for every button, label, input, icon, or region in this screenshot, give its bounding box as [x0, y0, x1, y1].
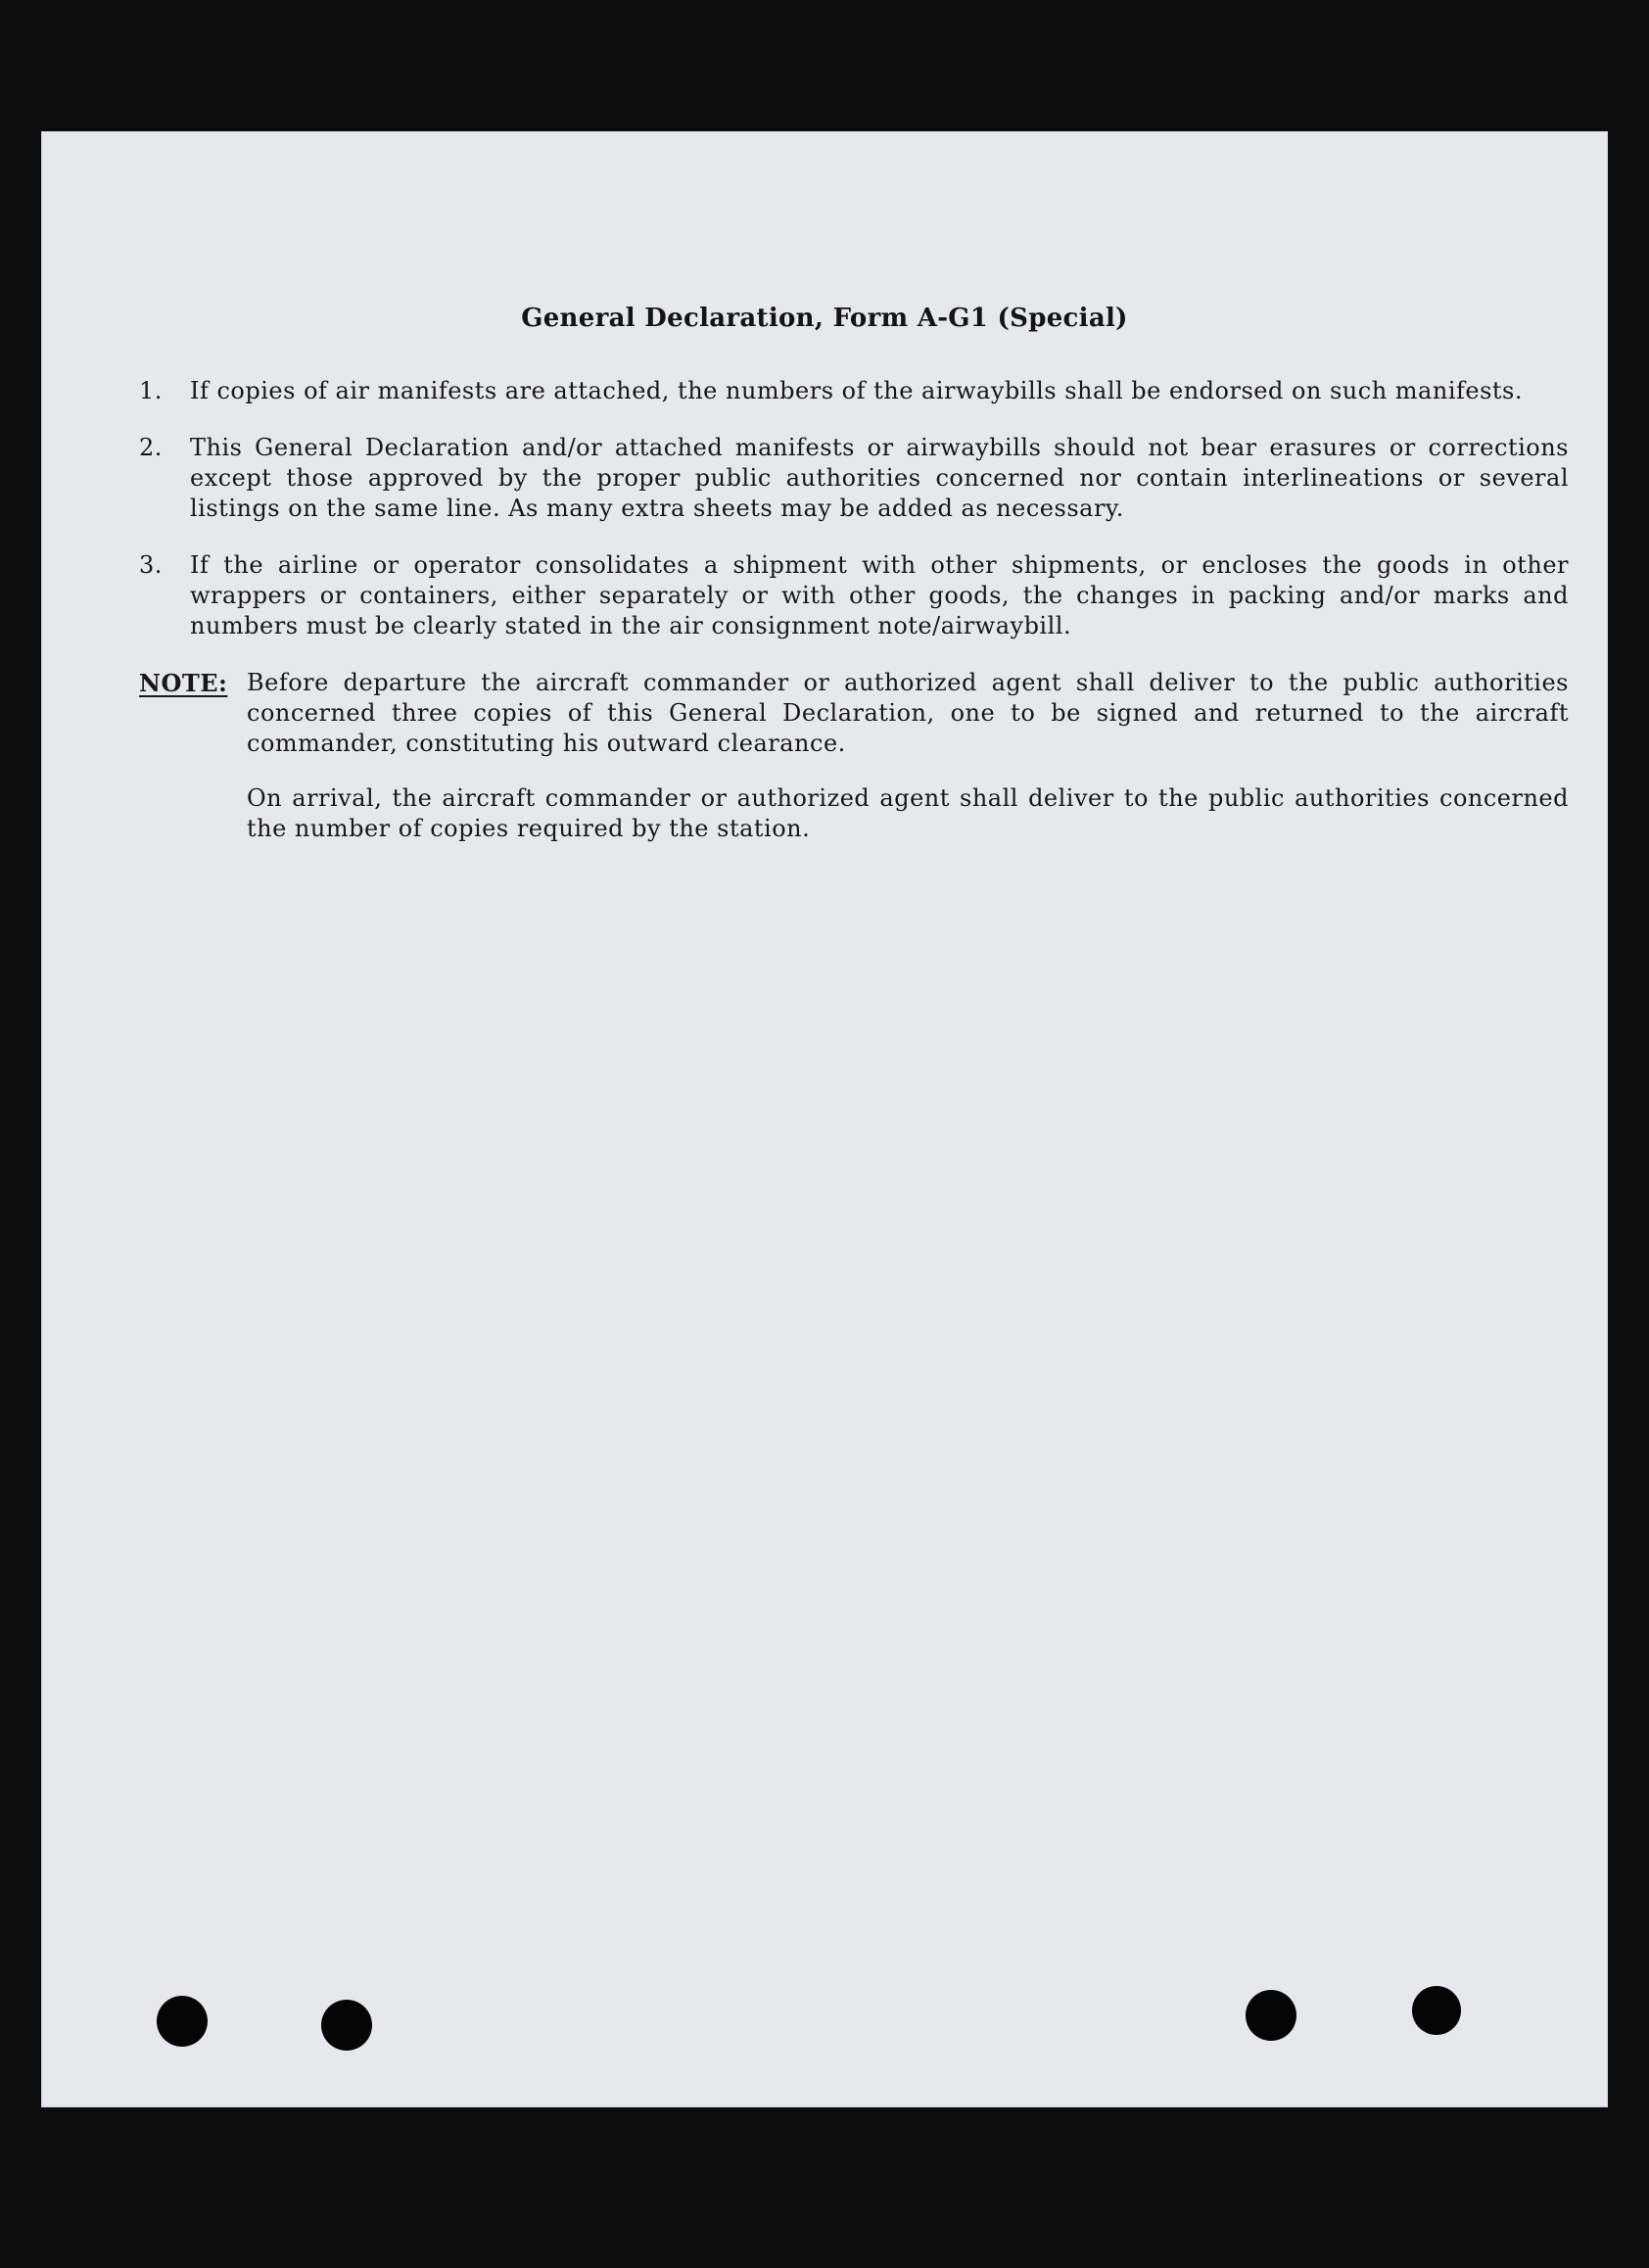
- item-number: 2.: [139, 434, 163, 461]
- note-section: [139, 668, 1569, 844]
- punch-hole: [321, 2000, 372, 2051]
- list-item: [139, 433, 1569, 524]
- punch-hole: [1412, 1986, 1461, 2035]
- item-text: This General Declaration and/or attached manifests or airwaybills should not bear erasures or corrections except those approved by the proper public authorities concerned nor contain interlineations or several listings on the same line. As many extra sheets may be added as necessary.: [190, 434, 1569, 522]
- document-title: General Declaration, Form A-G1 (Special): [521, 304, 1128, 333]
- item-number: 3.: [139, 551, 163, 579]
- document-page: [41, 131, 1608, 2107]
- list-item: [139, 376, 1569, 406]
- note-paragraph: On arrival, the aircraft commander or authorized agent shall deliver to the public authorities concerned the number of copies required by the station.: [247, 784, 1569, 842]
- punch-hole: [1246, 1990, 1296, 2041]
- note-label: NOTE:: [139, 669, 228, 697]
- list-item: [139, 550, 1569, 641]
- note-paragraph: Before departure the aircraft commander or authorized agent shall deliver to the public authorities concerned three copies of this General Declaration, one to be signed and returned to the aircraft commander, constituting his outward clearance.: [247, 669, 1569, 757]
- item-text: If copies of air manifests are attached, the numbers of the airwaybills shall be endorsed on such manifests.: [190, 377, 1523, 404]
- punch-hole: [157, 1996, 208, 2047]
- item-number: 1.: [139, 377, 163, 404]
- item-text: If the airline or operator consolidates a shipment with other shipments, or encloses the goods in other wrappers or containers, either separately or with other goods, the changes in packing and/or marks and numbers must be clearly stated in the air consignment note/airwaybill.: [190, 551, 1569, 639]
